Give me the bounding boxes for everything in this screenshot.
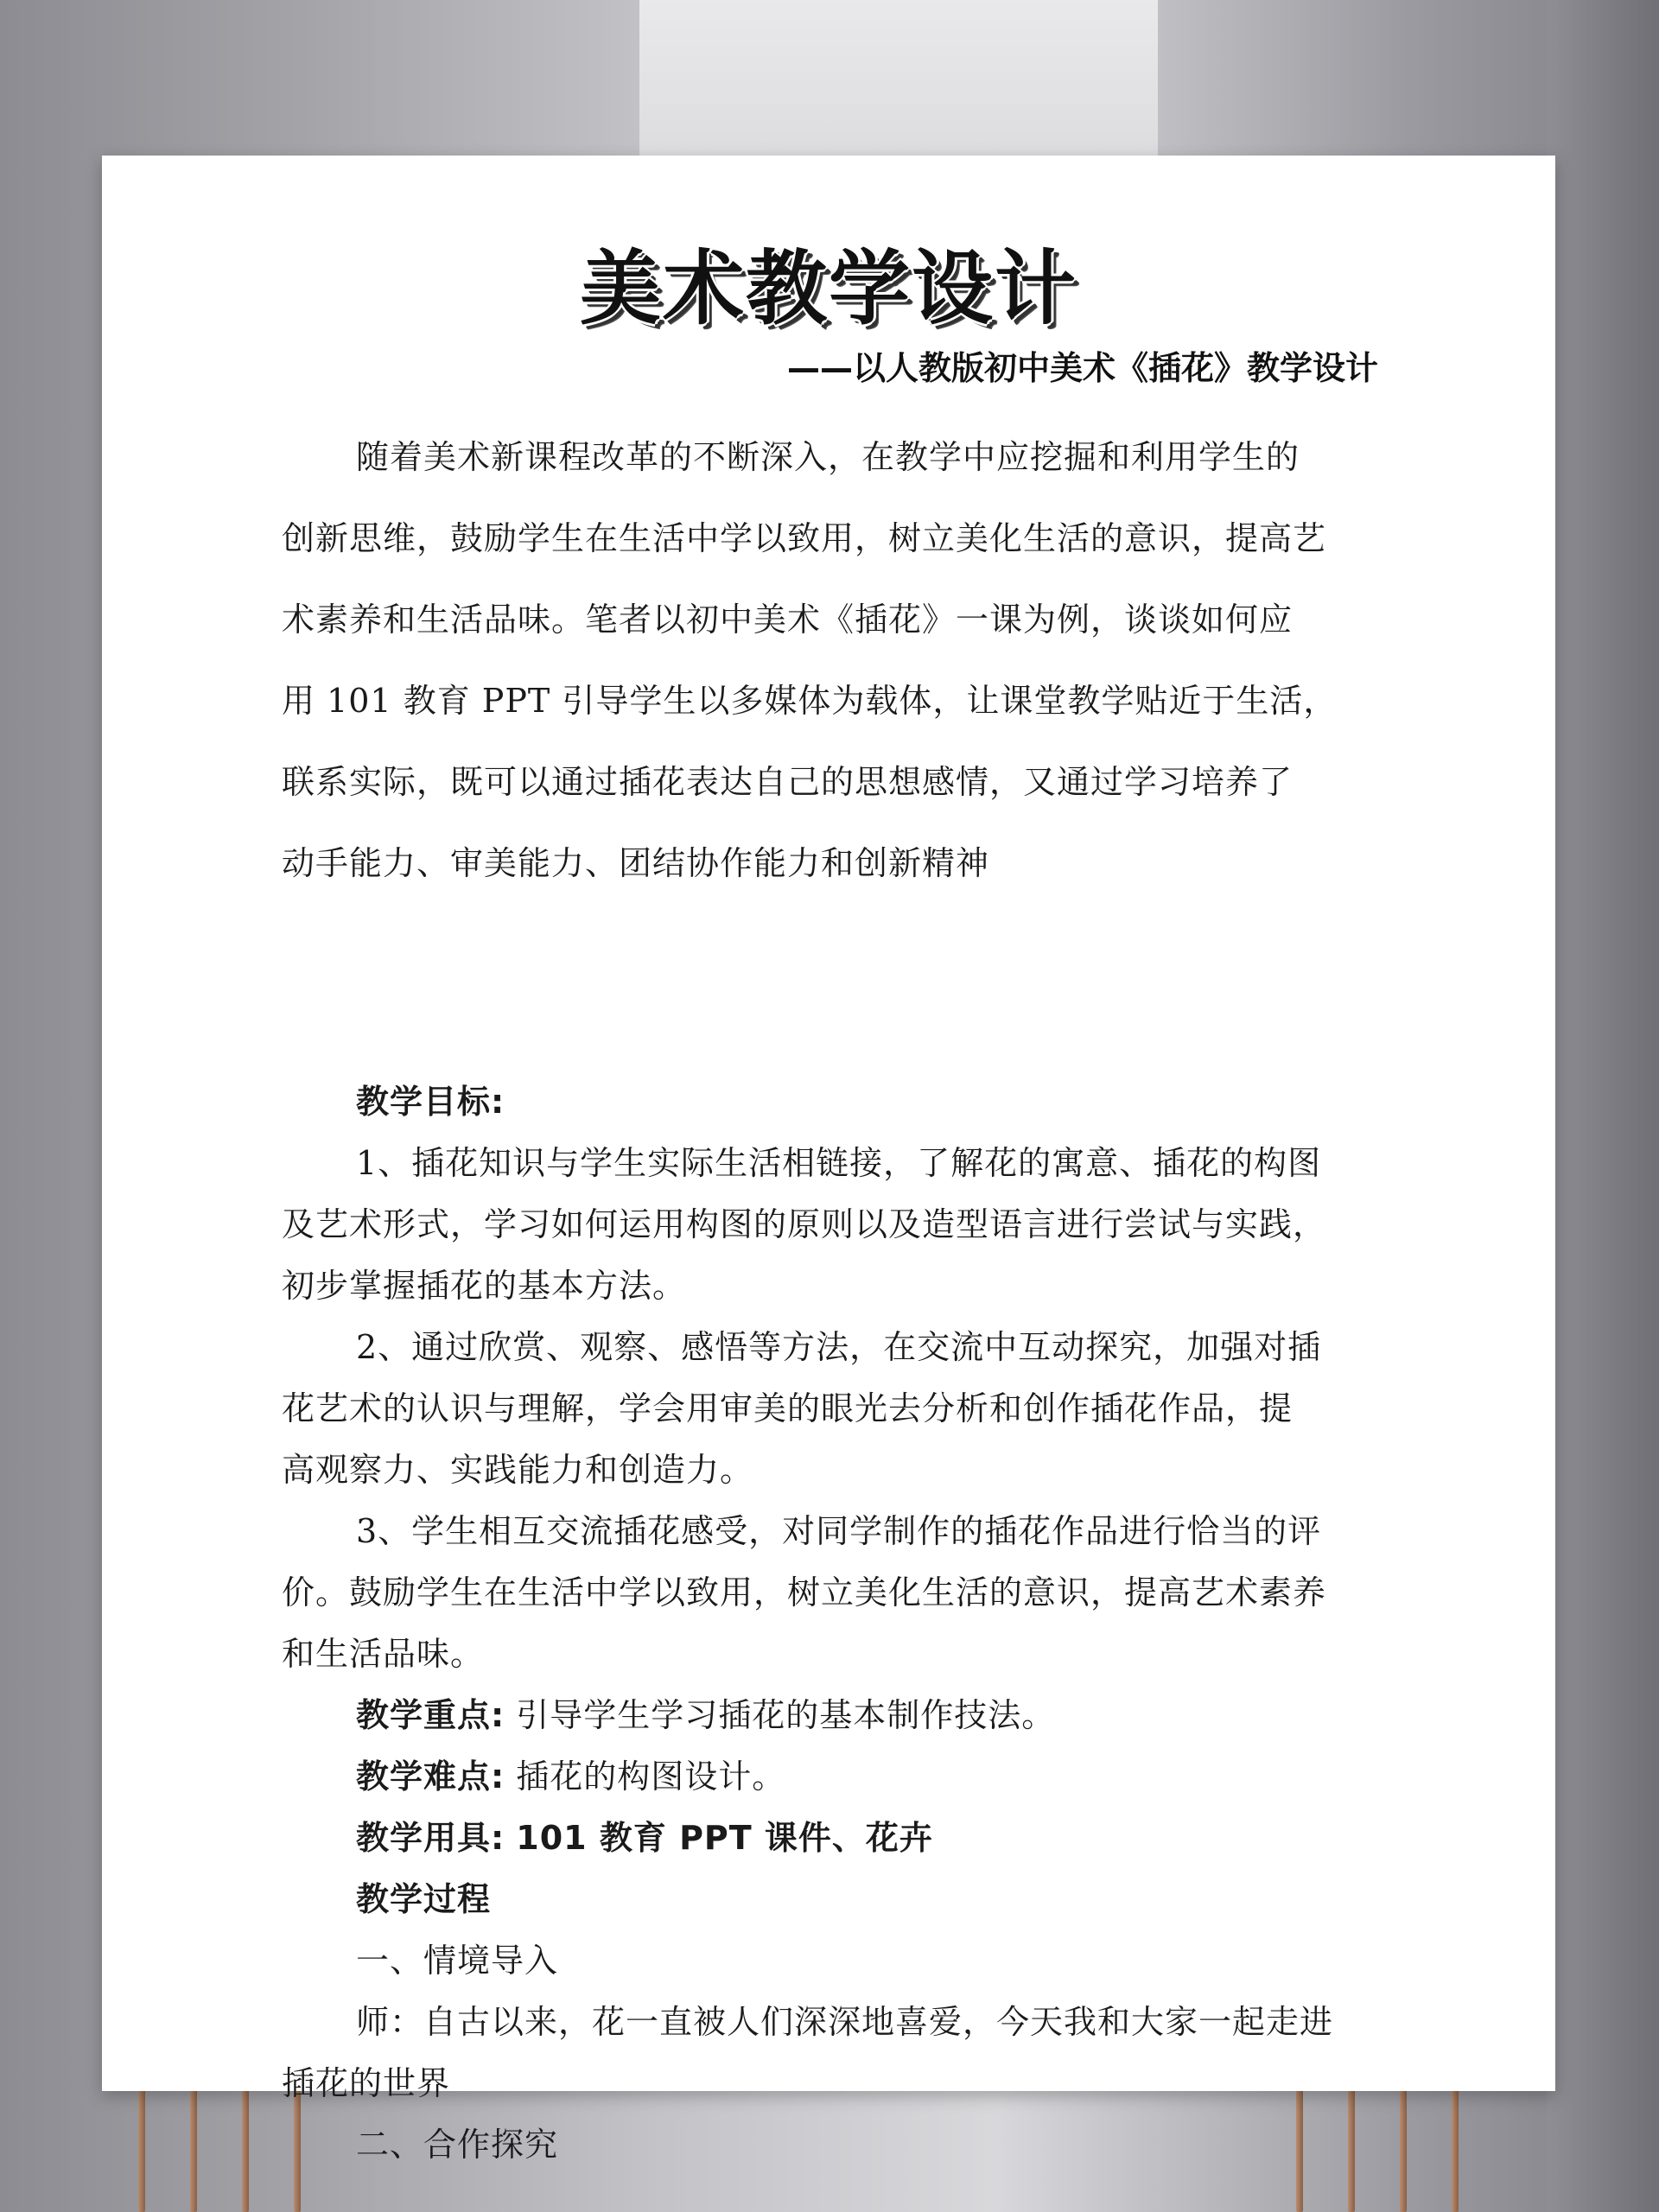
key-point-text: 引导学生学习插花的基本制作技法。	[516, 1696, 1056, 1734]
document-page	[102, 156, 1555, 2164]
objective-line: 价。鼓励学生在生活中学以致用，树立美化生活的意识，提高艺术素养	[282, 1573, 1327, 1611]
teacher-line: 师：自古以来，花一直被人们深深地喜爱，今天我和大家一起走进	[356, 2003, 1334, 2041]
intro-line: 动手能力、审美能力、团结协作能力和创新精神	[282, 844, 990, 882]
document-title: 美术教学设计	[579, 242, 1077, 336]
intro-line: 创新思维，鼓励学生在生活中学以致用，树立美化生活的意识，提高艺	[282, 519, 1327, 557]
objective-line: 初步掌握插花的基本方法。	[282, 1267, 687, 1305]
difficulty-label: 教学难点:	[356, 1758, 505, 1796]
teacher-line: 插花的世界	[282, 2064, 451, 2102]
key-point-label: 教学重点:	[356, 1696, 505, 1734]
difficulty-text: 插花的构图设计。	[516, 1758, 786, 1796]
intro-line: 随着美术新课程改革的不断深入，在教学中应挖掘和利用学生的	[356, 438, 1300, 476]
intro-paragraph	[282, 416, 1379, 904]
objective-line: 花艺术的认识与理解，学会用审美的眼光去分析和创作插花作品，提	[282, 1389, 1294, 1427]
background-wall-right	[1547, 0, 1659, 2212]
background-wall-light	[639, 0, 1158, 164]
section-heading: 一、情境导入	[356, 1942, 559, 1980]
section-heading: 二、合作探究	[356, 2126, 559, 2164]
objective-line: 1、插花知识与学生实际生活相链接，了解花的寓意、插花的构图	[356, 1144, 1322, 1182]
objectives-heading: 教学目标:	[356, 1083, 505, 1121]
intro-line: 用 101 教育 PPT 引导学生以多媒体为载体，让课堂教学贴近于生活，	[282, 682, 1338, 720]
objective-line: 3、学生相互交流插花感受，对同学制作的插花作品进行恰当的评	[356, 1512, 1322, 1550]
intro-line: 术素养和生活品味。笔者以初中美术《插花》一课为例，谈谈如何应	[282, 601, 1294, 639]
intro-line: 联系实际，既可以通过插花表达自己的思想感情，又通过学习培养了	[282, 763, 1294, 801]
tools-label: 教学用具:	[356, 1819, 505, 1857]
process-heading: 教学过程	[356, 1880, 492, 1918]
difficulty-row	[282, 1746, 1405, 1808]
objective-line: 高观察力、实践能力和创造力。	[282, 1451, 754, 1489]
objective-line: 2、通过欣赏、观察、感悟等方法，在交流中互动探究，加强对插	[356, 1328, 1322, 1366]
key-point-row	[282, 1685, 1405, 1746]
document-body	[282, 1071, 1405, 2176]
objective-line: 和生活品味。	[282, 1635, 485, 1673]
tools-text: 101 教育 PPT 课件、花卉	[516, 1819, 933, 1857]
tools-row	[282, 1808, 1405, 1869]
objective-line: 及艺术形式，学习如何运用构图的原则以及造型语言进行尝试与实践，	[282, 1205, 1327, 1243]
document-subtitle: ——以人教版初中美术《插花》教学设计	[786, 349, 1378, 387]
